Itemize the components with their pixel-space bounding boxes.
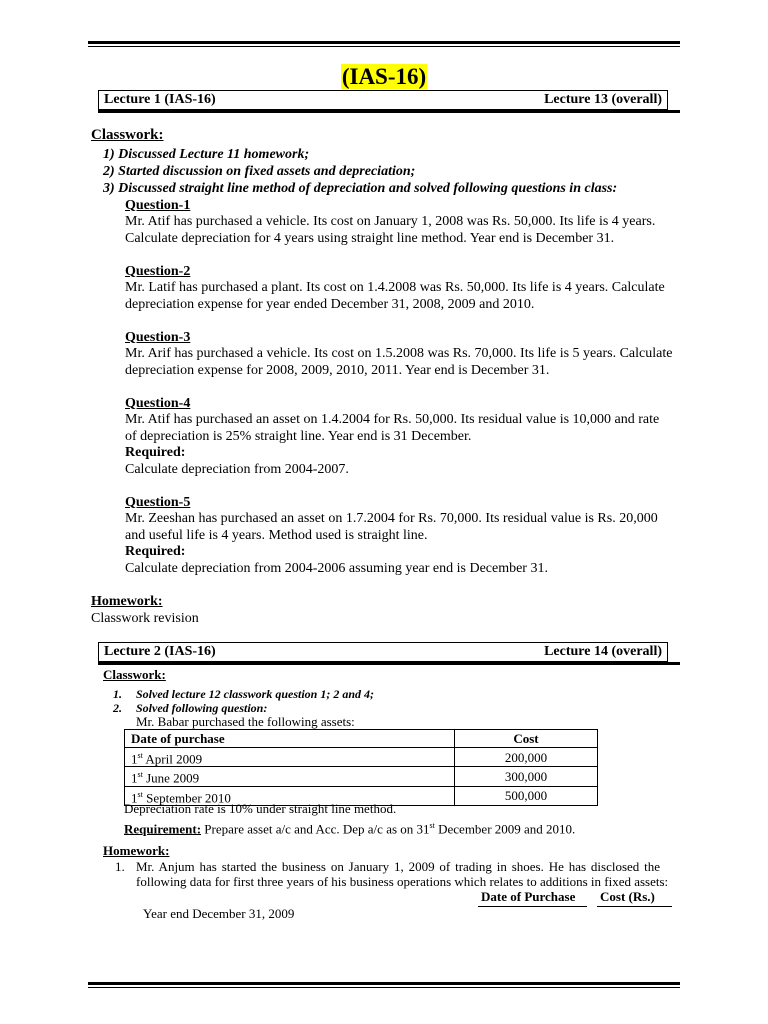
title-text: (IAS-16)	[341, 64, 427, 89]
classwork-item-2: 2) Started discussion on fixed assets and depreciation;	[103, 164, 416, 179]
lecture-2-item-2-number: 2.	[113, 701, 122, 715]
date-column-underline	[478, 906, 587, 907]
lecture-2-item-1-number: 1.	[113, 687, 122, 701]
lecture-1-underline	[98, 110, 680, 113]
classwork-item-1: 1) Discussed Lecture 11 homework;	[103, 147, 310, 162]
table-row	[125, 748, 598, 767]
question-3-line-1: Mr. Arif has purchased a vehicle. Its cost on 1.5.2008 was Rs. 70,000. Its life is 5 years. Calculate	[125, 346, 673, 361]
question-5-required-text: Calculate depreciation from 2004-2006 assuming year end is December 31.	[125, 561, 548, 576]
question-1-line-1: Mr. Atif has purchased a vehicle. Its cost on January 1, 2008 was Rs. 50,000. Its life is 4 years.	[125, 214, 656, 229]
column-header-cost: Cost	[455, 730, 598, 748]
question-1-title: Question-1	[125, 198, 191, 213]
question-5-title: Question-5	[125, 495, 191, 510]
year-end-label: Year end December 31, 2009	[143, 906, 295, 921]
lecture-2-underline	[98, 662, 680, 665]
column-header-date: Date of purchase	[125, 730, 455, 748]
question-4-title: Question-4	[125, 396, 191, 411]
cost-column-underline	[597, 906, 672, 907]
question-4-line-1: Mr. Atif has purchased an asset on 1.4.2004 for Rs. 50,000. Its residual value is 10,000 and rate	[125, 412, 660, 427]
question-3-line-2: depreciation expense for 2008, 2009, 2010, 2011. Year end is December 31.	[125, 363, 550, 378]
lecture-2-header	[98, 642, 668, 662]
row-date: 1st April 2009	[125, 748, 455, 767]
requirement-label: Requirement:	[124, 821, 202, 837]
lecture-1-overall: Lecture 13 (overall)	[544, 92, 662, 107]
lecture-2-homework-heading: Homework:	[103, 843, 170, 858]
row-cost: 500,000	[455, 786, 598, 805]
bottom-rule	[88, 982, 680, 985]
page-title	[0, 64, 768, 90]
question-5-line-1: Mr. Zeeshan has purchased an asset on 1.7.2004 for Rs. 70,000. Its residual value is Rs. 20,000	[125, 511, 658, 526]
lecture-1-label: Lecture 1 (IAS-16)	[104, 92, 216, 107]
homework-heading: Homework:	[91, 594, 163, 609]
homework-line-2: following data for first three years of his business operations which relates to additions in fixed assets:	[136, 874, 669, 889]
lecture-2-item-1: Solved lecture 12 classwork question 1; 2 and 4;	[136, 687, 375, 701]
top-rule-thin	[88, 46, 680, 47]
classwork-heading: Classwork:	[91, 127, 164, 143]
top-rule	[88, 41, 680, 44]
question-4-required-text: Calculate depreciation from 2004-2007.	[125, 462, 349, 477]
question-2-title: Question-2	[125, 264, 191, 279]
row-date: 1st June 2009	[125, 767, 455, 786]
lecture-1-header	[98, 90, 668, 110]
homework-item-number: 1.	[115, 859, 125, 874]
table-row	[125, 767, 598, 786]
classwork-item-3: 3) Discussed straight line method of depreciation and solved following questions in class:	[103, 181, 618, 196]
column-date-of-purchase: Date of Purchase	[481, 889, 576, 904]
question-5-required-label: Required:	[125, 544, 186, 559]
question-2-line-1: Mr. Latif has purchased a plant. Its cost on 1.4.2008 was Rs. 50,000. Its life is 4 years. Calculate	[125, 280, 665, 295]
homework-text: Classwork revision	[91, 611, 199, 626]
question-4-required-label: Required:	[125, 445, 186, 460]
depreciation-rate-note: Depreciation rate is 10% under straight line method.	[124, 801, 397, 816]
lecture-2-item-2: Solved following question:	[136, 701, 268, 715]
question-1-line-2: Calculate depreciation for 4 years using straight line method. Year end is December 31.	[125, 231, 615, 246]
assets-table	[124, 729, 598, 806]
question-4-line-2: of depreciation is 25% straight line. Year end is 31 December.	[125, 429, 472, 444]
assets-intro: Mr. Babar purchased the following assets:	[136, 714, 355, 729]
requirement-line: Requirement: Prepare asset a/c and Acc. Dep a/c as on 31st December 2009 and 2010.	[124, 821, 576, 837]
lecture-2-overall: Lecture 14 (overall)	[544, 644, 662, 659]
lecture-2-label: Lecture 2 (IAS-16)	[104, 644, 216, 659]
table-header-row	[125, 730, 598, 748]
homework-line-1: Mr. Anjum has started the business on January 1, 2009 of trading in shoes. He has disclosed the	[136, 859, 661, 874]
question-3-title: Question-3	[125, 330, 191, 345]
row-date: 1st September 2010	[125, 786, 455, 805]
bottom-rule-thin	[88, 987, 680, 988]
question-2-line-2: depreciation expense for year ended December 31, 2008, 2009 and 2010.	[125, 297, 535, 312]
row-cost: 300,000	[455, 767, 598, 786]
lecture-2-classwork-heading: Classwork:	[103, 667, 166, 682]
question-5-line-2: and useful life is 4 years. Method used is straight line.	[125, 528, 428, 543]
column-cost: Cost (Rs.)	[600, 889, 655, 904]
row-cost: 200,000	[455, 748, 598, 767]
